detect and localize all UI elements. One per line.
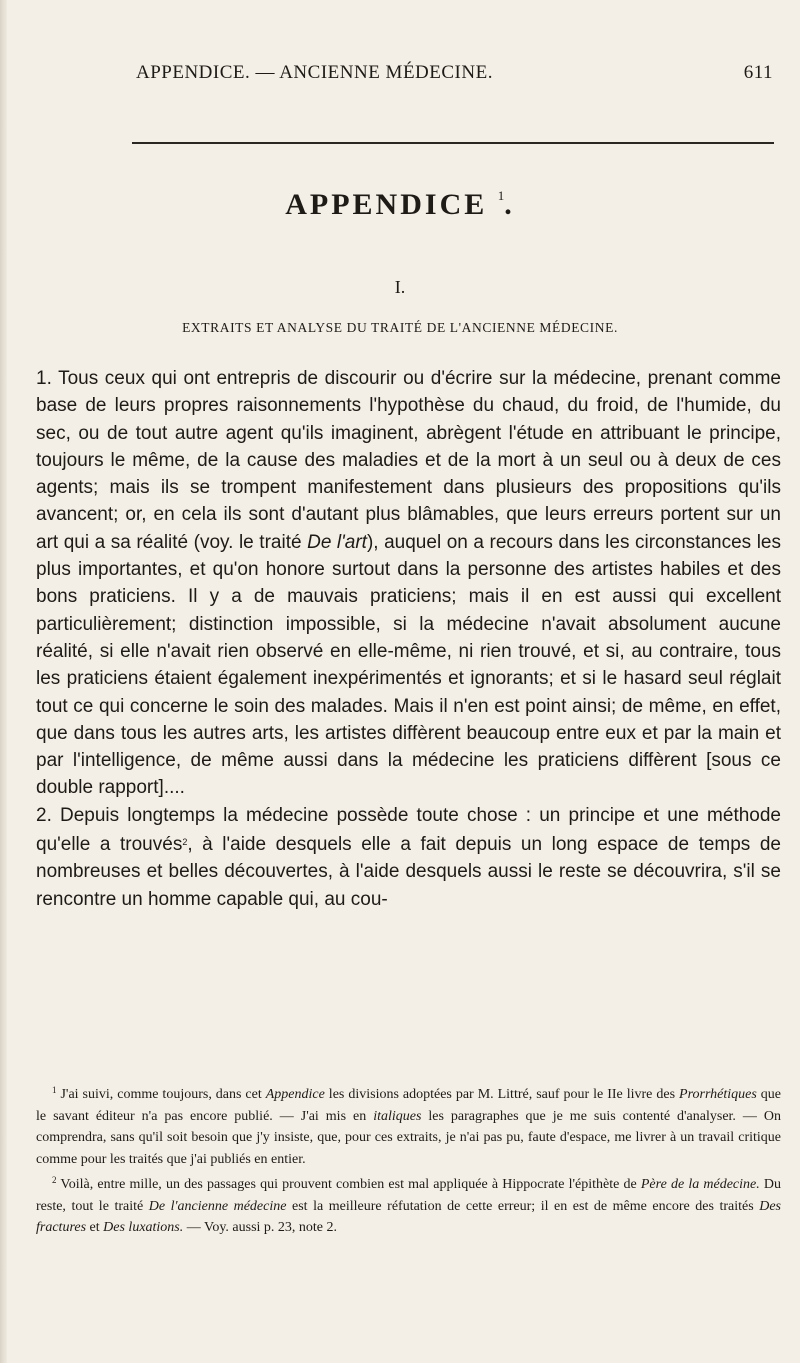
footnotes <box>36 1080 781 1239</box>
footnote-1-italic-prorrhetiques: Prorrhétiques <box>679 1087 757 1102</box>
appendix-heading <box>0 188 800 222</box>
running-title: APPENDICE. — ANCIENNE MÉDECINE. <box>136 62 493 83</box>
footnote-2 <box>36 1170 781 1239</box>
footnote-2-italic-fractures: Des fractures <box>36 1198 781 1235</box>
footnote-1 <box>36 1080 781 1170</box>
footnote-2-italic-pere: Père de la médecine. <box>640 1177 760 1192</box>
footnote-1-italic-appendice: Appendice <box>265 1087 325 1102</box>
footnote-2-text: — Voy. aussi p. 23, note 2. <box>183 1220 338 1235</box>
footnote-1-text: les paragraphes que je me suis contenté d'analyser. — On comprendra, sans qu'il soit besoin que j'y insiste, que, pour ces extraits, je n'ai pas pu, faute d'espace, me livrer à un travail critique comme pour les traités que j'ai publiés en entier. <box>36 1108 781 1167</box>
section-number: I. <box>394 277 406 297</box>
footnote-2-text: Du reste, tout le traité <box>36 1177 782 1214</box>
footnote-2-italic-ancienne-medecine: De l'ancienne médecine <box>148 1198 287 1214</box>
paragraph-2-text-a: 2. Depuis longtemps la médecine possède toute chose : un principe et une méthode qu'elle a trouvés <box>36 804 781 856</box>
footnote-1-italic-italiques: italiques <box>373 1108 422 1124</box>
footnote-2-reference[interactable]: 2 <box>182 837 188 848</box>
paragraph-1-text-a: 1. Tous ceux qui ont entrepris de discourir ou d'écrire sur la médecine, prenant comme base de leurs propres raisonnements l'hypothèse du chaud, du froid, de l'humide, du sec, ou de tout autre agent qu'ils imaginent, abrègent l'étude en attribuant le principe, toujours le même, de la cause des maladies et de la mort à un seul ou à deux de ces agents; mais ils se trompent manifestement dans plusieurs des propositions qu'ils avancent; or, en cela ils sont d'autant plus blâmables, que leurs erreurs portent sur un art qui a sa réalité (voy. le traité <box>36 368 781 553</box>
appendix-title-period: . <box>504 188 515 221</box>
paragraph-2-text-b: , à l'aide desquels elle a fait depuis un long espace de temps de nombreuses et belles découvertes, à l'aide desquels aussi le reste se découvrira, s'il se rencontre un homme capable qui, au cou- <box>36 834 781 910</box>
footnote-2-marker: 2 <box>52 1175 57 1185</box>
main-text <box>36 365 781 913</box>
footnote-1-text: que le savant éditeur n'a pas encore publié. — J'ai mis en <box>36 1087 781 1124</box>
header-rule <box>132 142 774 144</box>
work-title-de-l-art: De l'art <box>307 531 367 553</box>
footnote-2-italic-luxations: Des luxations. <box>103 1220 184 1235</box>
footnote-1-marker: 1 <box>52 1085 57 1095</box>
appendix-title: APPENDICE <box>285 188 488 221</box>
footnote-1-text: les divisions adoptées par M. Littré, sauf pour le IIe livre des <box>324 1087 680 1102</box>
footnote-1-text: J'ai suivi, comme toujours, dans cet <box>60 1087 266 1102</box>
appendix-note-marker[interactable]: 1 <box>497 188 505 203</box>
section-title: EXTRAITS ET ANALYSE DU TRAITÉ DE L'ANCIENNE MÉDECINE. <box>182 320 618 335</box>
running-header <box>0 62 800 92</box>
page-number: 611 <box>743 62 773 83</box>
paragraph-1 <box>36 365 781 802</box>
footnote-2-text: et <box>86 1220 104 1235</box>
footnote-2-text: Voilà, entre mille, un des passages qui prouvent combien est mal appliquée à Hippocrate l'épithète de <box>60 1177 641 1192</box>
paragraph-2 <box>36 802 781 913</box>
paragraph-1-text-b: ), auquel on a recours dans les circonstances les plus importantes, et qu'on honore surtout dans la personne des artistes habiles et des bons praticiens. Il y a de mauvais praticiens; mais il en est aussi qui excellent particulièrement; distinction impossible, si la médecine n'avait absolument aucune réalité, si elle n'avait rien observé en elle-même, ni rien trouvé, et si, au contraire, tous les praticiens étaient également inexpérimentés et ignorants; et si le hasard seul réglait tout ce qui concerne le soin des malades. Mais il n'en est point ainsi; de même, en effet, que dans tous les autres arts, les artistes diffèrent beaucoup entre eux et par la main et par l'intelligence, de même aussi dans la médecine les praticiens diffèrent [sous ce double rapport].... <box>36 531 781 799</box>
footnote-2-text: est la meilleure réfutation de cette erreur; il en est de même encore des traités <box>286 1198 760 1214</box>
